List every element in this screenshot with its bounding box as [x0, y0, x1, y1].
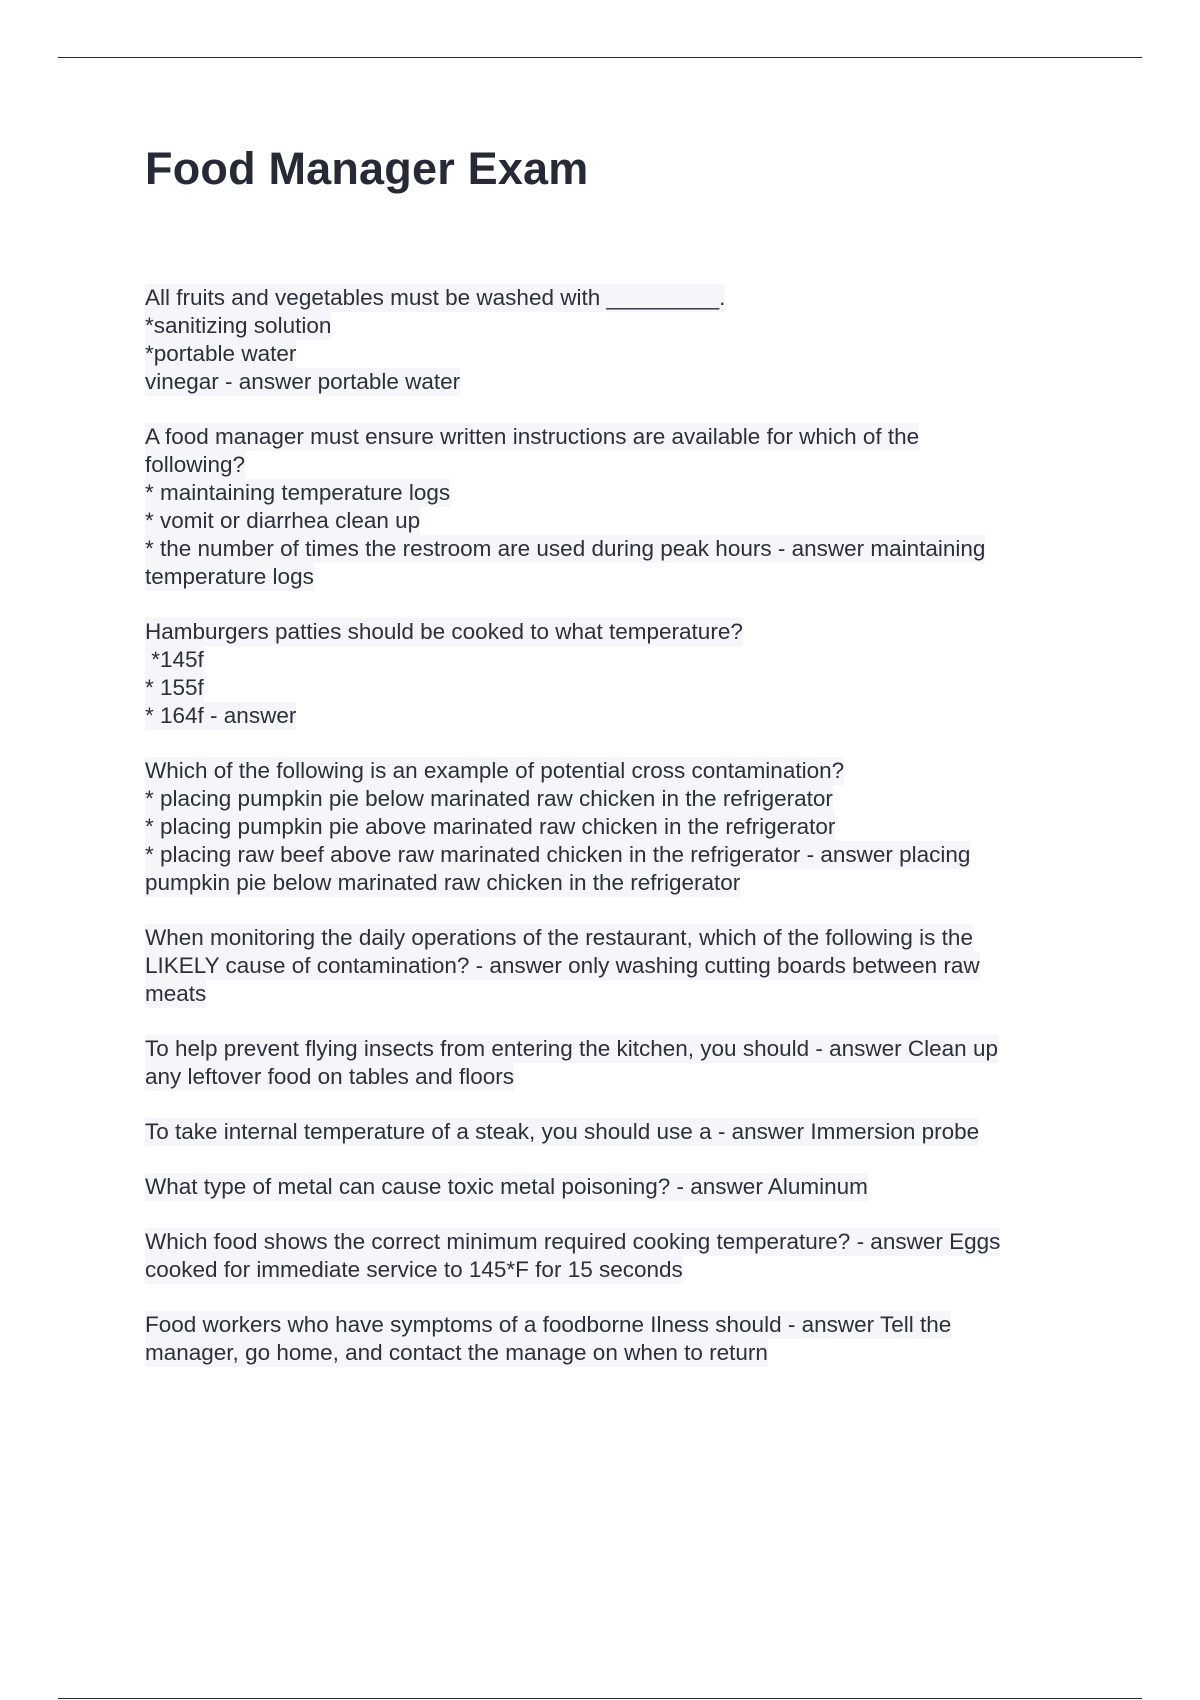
question-text-line: following?: [145, 452, 246, 477]
question-text-line: LIKELY cause of contamination? - answer only washing cutting boards between raw: [145, 953, 980, 978]
question-block: [145, 618, 1075, 730]
question-text-line: Hamburgers patties should be cooked to what temperature?: [145, 619, 743, 644]
question-text-line: * the number of times the restroom are used during peak hours - answer maintaining: [145, 536, 986, 561]
question-text-line: Which food shows the correct minimum required cooking temperature? - answer Eggs: [145, 1229, 1001, 1254]
question-text-line: What type of metal can cause toxic metal poisoning? - answer Aluminum: [145, 1174, 868, 1199]
bottom-rule: [58, 1698, 1142, 1699]
question-block: [145, 1228, 1075, 1284]
question-text-line: * 155f: [145, 675, 204, 700]
question-text-line: Food workers who have symptoms of a foodborne Ilness should - answer Tell the: [145, 1312, 952, 1337]
question-block: [145, 924, 1075, 1008]
question-text-line: * vomit or diarrhea clean up: [145, 508, 421, 533]
question-block: [145, 1035, 1075, 1091]
question-text-line: any leftover food on tables and floors: [145, 1064, 514, 1089]
question-text-line: *sanitizing solution: [145, 313, 332, 338]
question-text-line: meats: [145, 981, 207, 1006]
question-block: [145, 757, 1075, 897]
question-block: [145, 1173, 1075, 1201]
question-text-line: * maintaining temperature logs: [145, 480, 451, 505]
top-rule: [58, 57, 1142, 58]
question-text-line: * placing pumpkin pie below marinated raw chicken in the refrigerator: [145, 786, 833, 811]
question-text-line: * placing pumpkin pie above marinated raw chicken in the refrigerator: [145, 814, 836, 839]
question-text-line: To help prevent flying insects from entering the kitchen, you should - answer Clean up: [145, 1036, 998, 1061]
question-text-line: To take internal temperature of a steak, you should use a - answer Immersion probe: [145, 1119, 980, 1144]
question-text-line: *portable water: [145, 341, 297, 366]
question-list: [145, 284, 1075, 1394]
question-text-line: *145f: [145, 647, 204, 672]
question-text-line: pumpkin pie below marinated raw chicken in the refrigerator: [145, 870, 741, 895]
question-block: [145, 1118, 1075, 1146]
question-text-line: A food manager must ensure written instructions are available for which of the: [145, 424, 920, 449]
question-block: [145, 284, 1075, 396]
question-text-line: * 164f - answer: [145, 703, 297, 728]
question-block: [145, 1311, 1075, 1367]
question-text-line: All fruits and vegetables must be washed with _________.: [145, 285, 726, 310]
page-title: Food Manager Exam: [145, 143, 589, 194]
question-block: [145, 423, 1075, 591]
question-text-line: When monitoring the daily operations of the restaurant, which of the following is the: [145, 925, 973, 950]
question-text-line: manager, go home, and contact the manage on when to return: [145, 1340, 768, 1365]
question-text-line: * placing raw beef above raw marinated chicken in the refrigerator - answer placing: [145, 842, 971, 867]
question-text-line: Which of the following is an example of potential cross contamination?: [145, 758, 845, 783]
question-text-line: temperature logs: [145, 564, 314, 589]
question-text-line: cooked for immediate service to 145*F for 15 seconds: [145, 1257, 683, 1282]
question-text-line: vinegar - answer portable water: [145, 369, 461, 394]
